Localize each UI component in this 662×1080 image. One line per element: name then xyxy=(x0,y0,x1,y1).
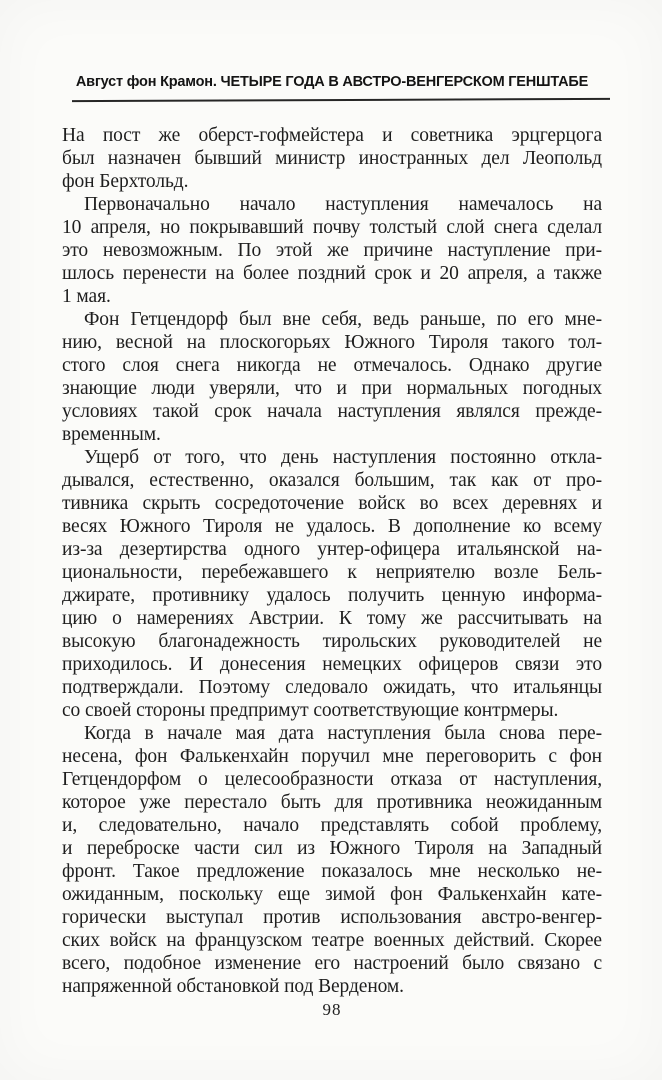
header-rule xyxy=(72,98,610,102)
text-line: Когда в начале мая дата наступления была снова пере- xyxy=(84,723,602,744)
text-line: тивника скрыть сосредоточение войск во всех деревнях и xyxy=(62,493,602,514)
page-number: 98 xyxy=(322,1000,342,1019)
paragraph xyxy=(62,308,602,446)
text-line: 10 апреля, но покрывавший почву толстый слой снега сделал xyxy=(62,217,602,238)
text-line: шлось перенести на более поздний срок и 20 апреля, а также xyxy=(62,263,602,284)
text-line: и, следовательно, начало представлять собой проблему, xyxy=(62,815,602,836)
text-line: джирате, противнику удалось получить ценную информа- xyxy=(62,585,602,606)
text-line: был назначен бывший министр иностранных дел Леопольд xyxy=(62,148,602,169)
text-line: знающие люди уверяли, что и при нормальных погодных xyxy=(62,378,602,399)
text-line: временным. xyxy=(62,424,161,445)
text-line: циональности, перебежавшего к неприятелю возле Бель- xyxy=(62,562,602,583)
text-line: 1 мая. xyxy=(62,286,111,307)
text-line: горически выступал против использования австро-венгер- xyxy=(62,907,602,928)
text-line: На пост же оберст-гофмейстера и советника эрцгерцога xyxy=(62,125,602,146)
text-line: ских войск на французском театре военных действий. Скорее xyxy=(62,930,602,951)
text-line: весях Южного Тироля не удалось. В дополнение ко всему xyxy=(62,516,602,537)
page-body-text xyxy=(62,124,602,998)
paragraph xyxy=(62,193,602,308)
text-line: фон Берхтольд. xyxy=(62,171,189,192)
text-line: это невозможным. По этой же причине наступление при- xyxy=(62,240,602,261)
text-line: и переброске части сил из Южного Тироля на Западный xyxy=(62,838,602,859)
text-line: которое уже перестало быть для противника неожиданным xyxy=(62,792,602,813)
text-line: высокую благонадежность тирольских руководителей не xyxy=(62,631,602,652)
text-line: несена, фон Фалькенхайн поручил мне переговорить с фон xyxy=(62,746,602,767)
text-line: Ущерб от того, что день наступления постоянно откла- xyxy=(84,447,602,468)
text-line: ожиданным, поскольку еще зимой фон Фалькенхайн кате- xyxy=(62,884,602,905)
text-line: приходилось. И донесения немецких офицеров связи это xyxy=(62,654,602,675)
text-line: всего, подобное изменение его настроений было связано с xyxy=(62,953,602,974)
text-line: подтверждали. Поэтому следовало ожидать, что итальянцы xyxy=(62,677,602,698)
text-line: напряженной обстановкой под Верденом. xyxy=(62,976,404,997)
text-line: Фон Гетцендорф был вне себя, ведь раньше, по его мне- xyxy=(84,309,602,330)
paragraph xyxy=(62,722,602,998)
text-line: Первоначально начало наступления намечалось на xyxy=(84,194,602,215)
running-header: Август фон Крамон. ЧЕТЫРЕ ГОДА В АВСТРО-ВЕНГЕРСКОМ ГЕНШТАБЕ xyxy=(75,74,589,90)
text-line: Гетцендорфом о целесообразности отказа от наступления, xyxy=(62,769,602,790)
text-line: нию, весной на плоскогорьях Южного Тироля такого тол- xyxy=(62,332,602,353)
text-line: со своей стороны предпримут соответствующие контрмеры. xyxy=(62,700,559,721)
text-line: из-за дезертирства одного унтер-офицера итальянской на- xyxy=(62,539,602,560)
text-line: фронт. Такое предложение показалось мне несколько не- xyxy=(62,861,602,882)
text-line: условиях такой срок начала наступления являлся прежде- xyxy=(62,401,602,422)
text-line: дывался, естественно, оказался большим, так как от про- xyxy=(62,470,602,491)
text-line: стого слоя снега никогда не отмечалось. Однако другие xyxy=(62,355,602,376)
paragraph xyxy=(62,124,602,193)
paragraph xyxy=(62,446,602,722)
text-line: цию о намерениях Австрии. К тому же рассчитывать на xyxy=(62,608,602,629)
